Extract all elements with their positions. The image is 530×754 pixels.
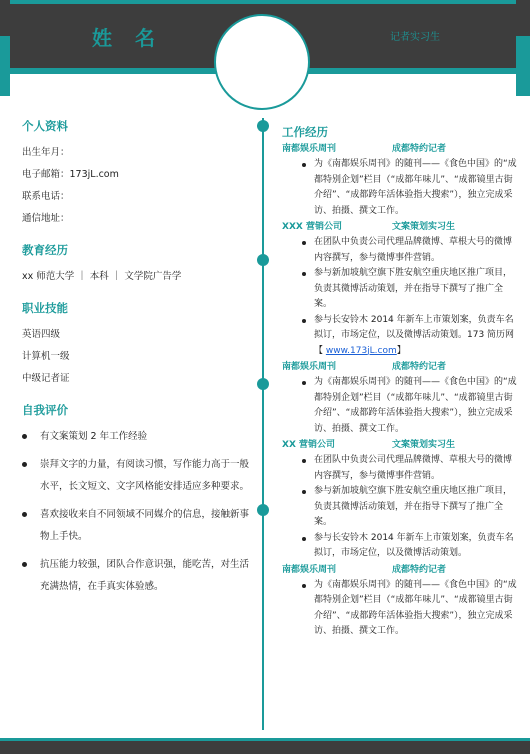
resume-name: 姓 名	[92, 26, 163, 50]
resume-subtitle: 记者实习生	[390, 32, 440, 43]
job-header	[282, 221, 520, 233]
job-header	[282, 439, 520, 451]
timeline-dot	[257, 254, 269, 266]
evaluation-item: 喜欢接收来自不同领域不同媒介的信息，接触新事物上手快。	[22, 504, 250, 548]
skill-line: 中级记者证	[22, 373, 70, 384]
left-accent	[0, 36, 10, 96]
footer-accent	[0, 738, 530, 741]
job-duties	[282, 375, 520, 437]
right-column	[282, 124, 520, 642]
job-position: 成都特约记者	[392, 144, 447, 154]
personal-title: 个人资料	[22, 119, 68, 133]
education-title: 教育经历	[22, 243, 68, 257]
photo-placeholder	[214, 14, 310, 110]
job-duty: 参与新加坡航空旗下胜安航空重庆地区推广项目，负责其微博活动策划，并在指导下撰写了推广全案。	[282, 484, 520, 531]
website-link[interactable]: www.173jL.com	[325, 345, 397, 356]
evaluation-item: 有文案策划 2 年工作经验	[22, 426, 250, 448]
job-duties	[282, 453, 520, 562]
job-duties	[282, 235, 520, 359]
timeline-dot	[257, 504, 269, 516]
job-position: 文案策划实习生	[392, 440, 456, 450]
job-position: 文案策划实习生	[392, 222, 456, 232]
job-header	[282, 564, 520, 576]
job-header	[282, 143, 520, 155]
header-accent	[10, 0, 516, 4]
evaluation-item: 抗压能力较强，团队合作意识强，能吃苦，对生活充满热情，在手真实体验感。	[22, 554, 250, 598]
personal-line: 出生年月：	[22, 147, 70, 158]
skill-line: 计算机一级	[22, 351, 70, 362]
job-header	[282, 361, 520, 373]
evaluation-item: 崇拜文字的力量，有阅读习惯，写作能力高于一般水平，长文短文、文字风格能安排适应多种要求。	[22, 454, 250, 498]
personal-line: 电子邮箱：173jL.com	[22, 169, 119, 180]
footer-bar	[0, 738, 530, 754]
personal-line: 联系电话：	[22, 191, 70, 202]
education-line: xx 师范大学 ｜ 本科 ｜ 文学院广告学	[22, 271, 182, 282]
job-company: XX 营销公司	[282, 440, 336, 450]
timeline-dot	[257, 120, 269, 132]
skills-title: 职业技能	[22, 301, 68, 315]
job-duties	[282, 157, 520, 219]
evaluation-list	[22, 426, 250, 598]
job-company: 南都娱乐周刊	[282, 362, 337, 372]
timeline-line	[262, 118, 264, 730]
job-duty: 参与长安铃木 2014 年新车上市策划案，负责车名拟订，市场定位，以及微博活动策划。173 简历网【 www.173jL.com】	[282, 313, 520, 360]
evaluation-title: 自我评价	[22, 403, 68, 417]
job-company: 南都娱乐周刊	[282, 564, 337, 575]
work-title: 工作经历	[282, 125, 328, 139]
job-duty: 为《南都娱乐周刊》的随刊——《食色中国》的“成都特别企划”栏目（“成都年味儿”、“成都镜里古街介绍”、“成都跨年活体验指大搜索”），独立完成采访、拍摄、撰文工作。	[282, 157, 520, 219]
job-company: 南都娱乐周刊	[282, 144, 337, 154]
job-position: 成都特约记者	[392, 362, 447, 372]
job-duties	[282, 578, 520, 640]
job-duty: 在团队中负责公司代理品牌微博、草根大号的微博内容撰写，参与微博事件营销。	[282, 453, 520, 484]
personal-line: 通信地址：	[22, 213, 70, 224]
job-company: XXX 营销公司	[282, 222, 342, 232]
skill-line: 英语四级	[22, 329, 61, 340]
job-position: 成都特约记者	[392, 564, 447, 575]
left-column	[22, 118, 250, 604]
job-duty: 为《南都娱乐周刊》的随刊——《食色中国》的“成都特别企划”栏目（“成都年味儿”、“成都镜里古街介绍”、“成都跨年活体验指大搜索”），独立完成采访、拍摄、撰文工作。	[282, 375, 520, 437]
job-duty: 为《南都娱乐周刊》的随刊——《食色中国》的“成都特别企划”栏目（“成都年味儿”、“成都镜里古街介绍”、“成都跨年活体验指大搜索”），独立完成采访、拍摄、撰文工作。	[282, 578, 520, 640]
job-duty: 在团队中负责公司代理品牌微博、草根大号的微博内容撰写，参与微博事件营销。	[282, 235, 520, 266]
timeline-dot	[257, 378, 269, 390]
job-duty: 参与新加坡航空旗下胜安航空重庆地区推广项目，负责其微博活动策划，并在指导下撰写了推广全案。	[282, 266, 520, 313]
right-accent	[516, 36, 530, 96]
job-duty: 参与长安铃木 2014 年新车上市策划案，负责车名拟订，市场定位，以及微博活动策划。	[282, 531, 520, 562]
